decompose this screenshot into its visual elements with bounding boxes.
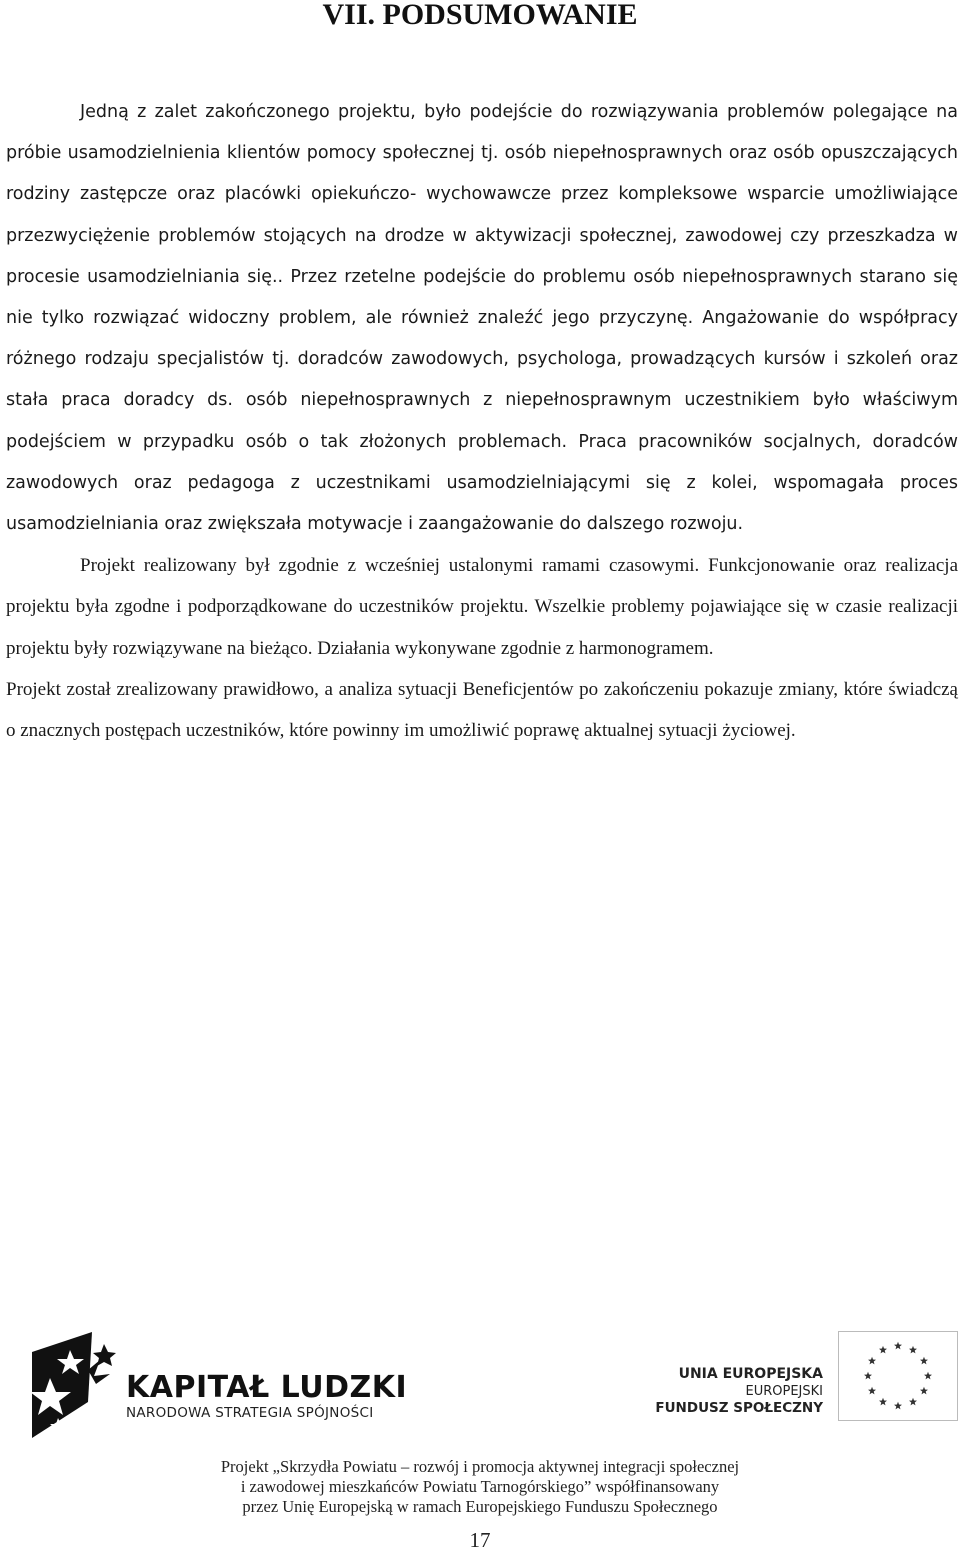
project-info-line-1: Projekt „Skrzydła Powiatu – rozwój i promocja aktywnej integracji społecznej bbox=[220, 1457, 740, 1476]
project-info-line-2: i zawodowej mieszkańców Powiatu Tarnogórskiego” współfinansowany bbox=[240, 1477, 720, 1496]
kapital-ludzki-star-logo-icon bbox=[30, 1330, 120, 1440]
paragraph-1: Jedną z zalet zakończonego projektu, było podejście do rozwiązywania problemów polegające na próbie usamodzielnienia klientów pomocy społecznej tj. osób niepełnosprawnych oraz osób opuszczających rodziny zastępcze oraz placówki opiekuńczo- wychowawcze przez kompleksowe wsparcie umożliwiające przezwyciężenie problemów stojących na drodze w aktywizacji społecznej, zawodowej czy przeszkadza w procesie usamodzielniania się.. Przez rzetelne podejście do problemu osób niepełnosprawnych starano się nie tylko rozwiązać widoczny problem, ale również znaleźć jego przyczynę. Angażowanie do współpracy różnego rodzaju specjalistów tj. doradców zawodowych, psychologa, prowadzących kursów i szkoleń oraz stała praca doradcy ds. osób niepełnosprawnych z niepełnosprawnym uczestnikiem było właściwym podejściem w przypadku osób o tak złożonych problemach. Praca pracowników socjalnych, doradców zawodowych oraz pedagoga z uczestnikami usamodzielniającymi się z kolei, wspomagała proces usamodzielniania oraz zwiększała motywacje i zaangażowanie do dalszego rozwoju. bbox=[6, 102, 958, 535]
eu-logo-text bbox=[655, 1365, 823, 1417]
paragraph-2: Projekt realizowany był zgodnie z wcześniej ustalonymi ramami czasowymi. Funkcjonowanie oraz realizacja projektu była zgodne i podporządkowane do uczestników projektu. Wszelkie problemy pojawiające się w czasie realizacji projektu były rozwiązywane na bieżąco. Działania wykonywane zgodnie z harmonogramem. bbox=[6, 555, 958, 659]
section-title: VII. PODSUMOWANIE bbox=[322, 0, 638, 31]
body-text bbox=[6, 92, 958, 751]
eu-line-1: UNIA EUROPEJSKA bbox=[678, 1366, 823, 1382]
paragraph-3: Projekt został zrealizowany prawidłowo, a analiza sytuacji Beneficjentów po zakończeniu pokazuje zmiany, które świadczą o znacznych postępach uczestników, które powinny im umożliwić poprawę aktualnej sytuacji życiowej. bbox=[6, 678, 958, 742]
kapital-ludzki-title: KAPITAŁ LUDZKI bbox=[126, 1370, 408, 1405]
kapital-ludzki-subtitle: NARODOWA STRATEGIA SPÓJNOŚCI bbox=[126, 1405, 374, 1421]
eu-line-2: EUROPEJSKI bbox=[745, 1384, 823, 1399]
eu-stars-flag-icon bbox=[838, 1331, 958, 1421]
project-info-line-3: przez Unię Europejską w ramach Europejskiego Funduszu Społecznego bbox=[242, 1497, 718, 1516]
project-info bbox=[0, 1457, 960, 1517]
eu-line-3: FUNDUSZ SPOŁECZNY bbox=[655, 1400, 823, 1416]
page-number: 17 bbox=[469, 1528, 491, 1552]
